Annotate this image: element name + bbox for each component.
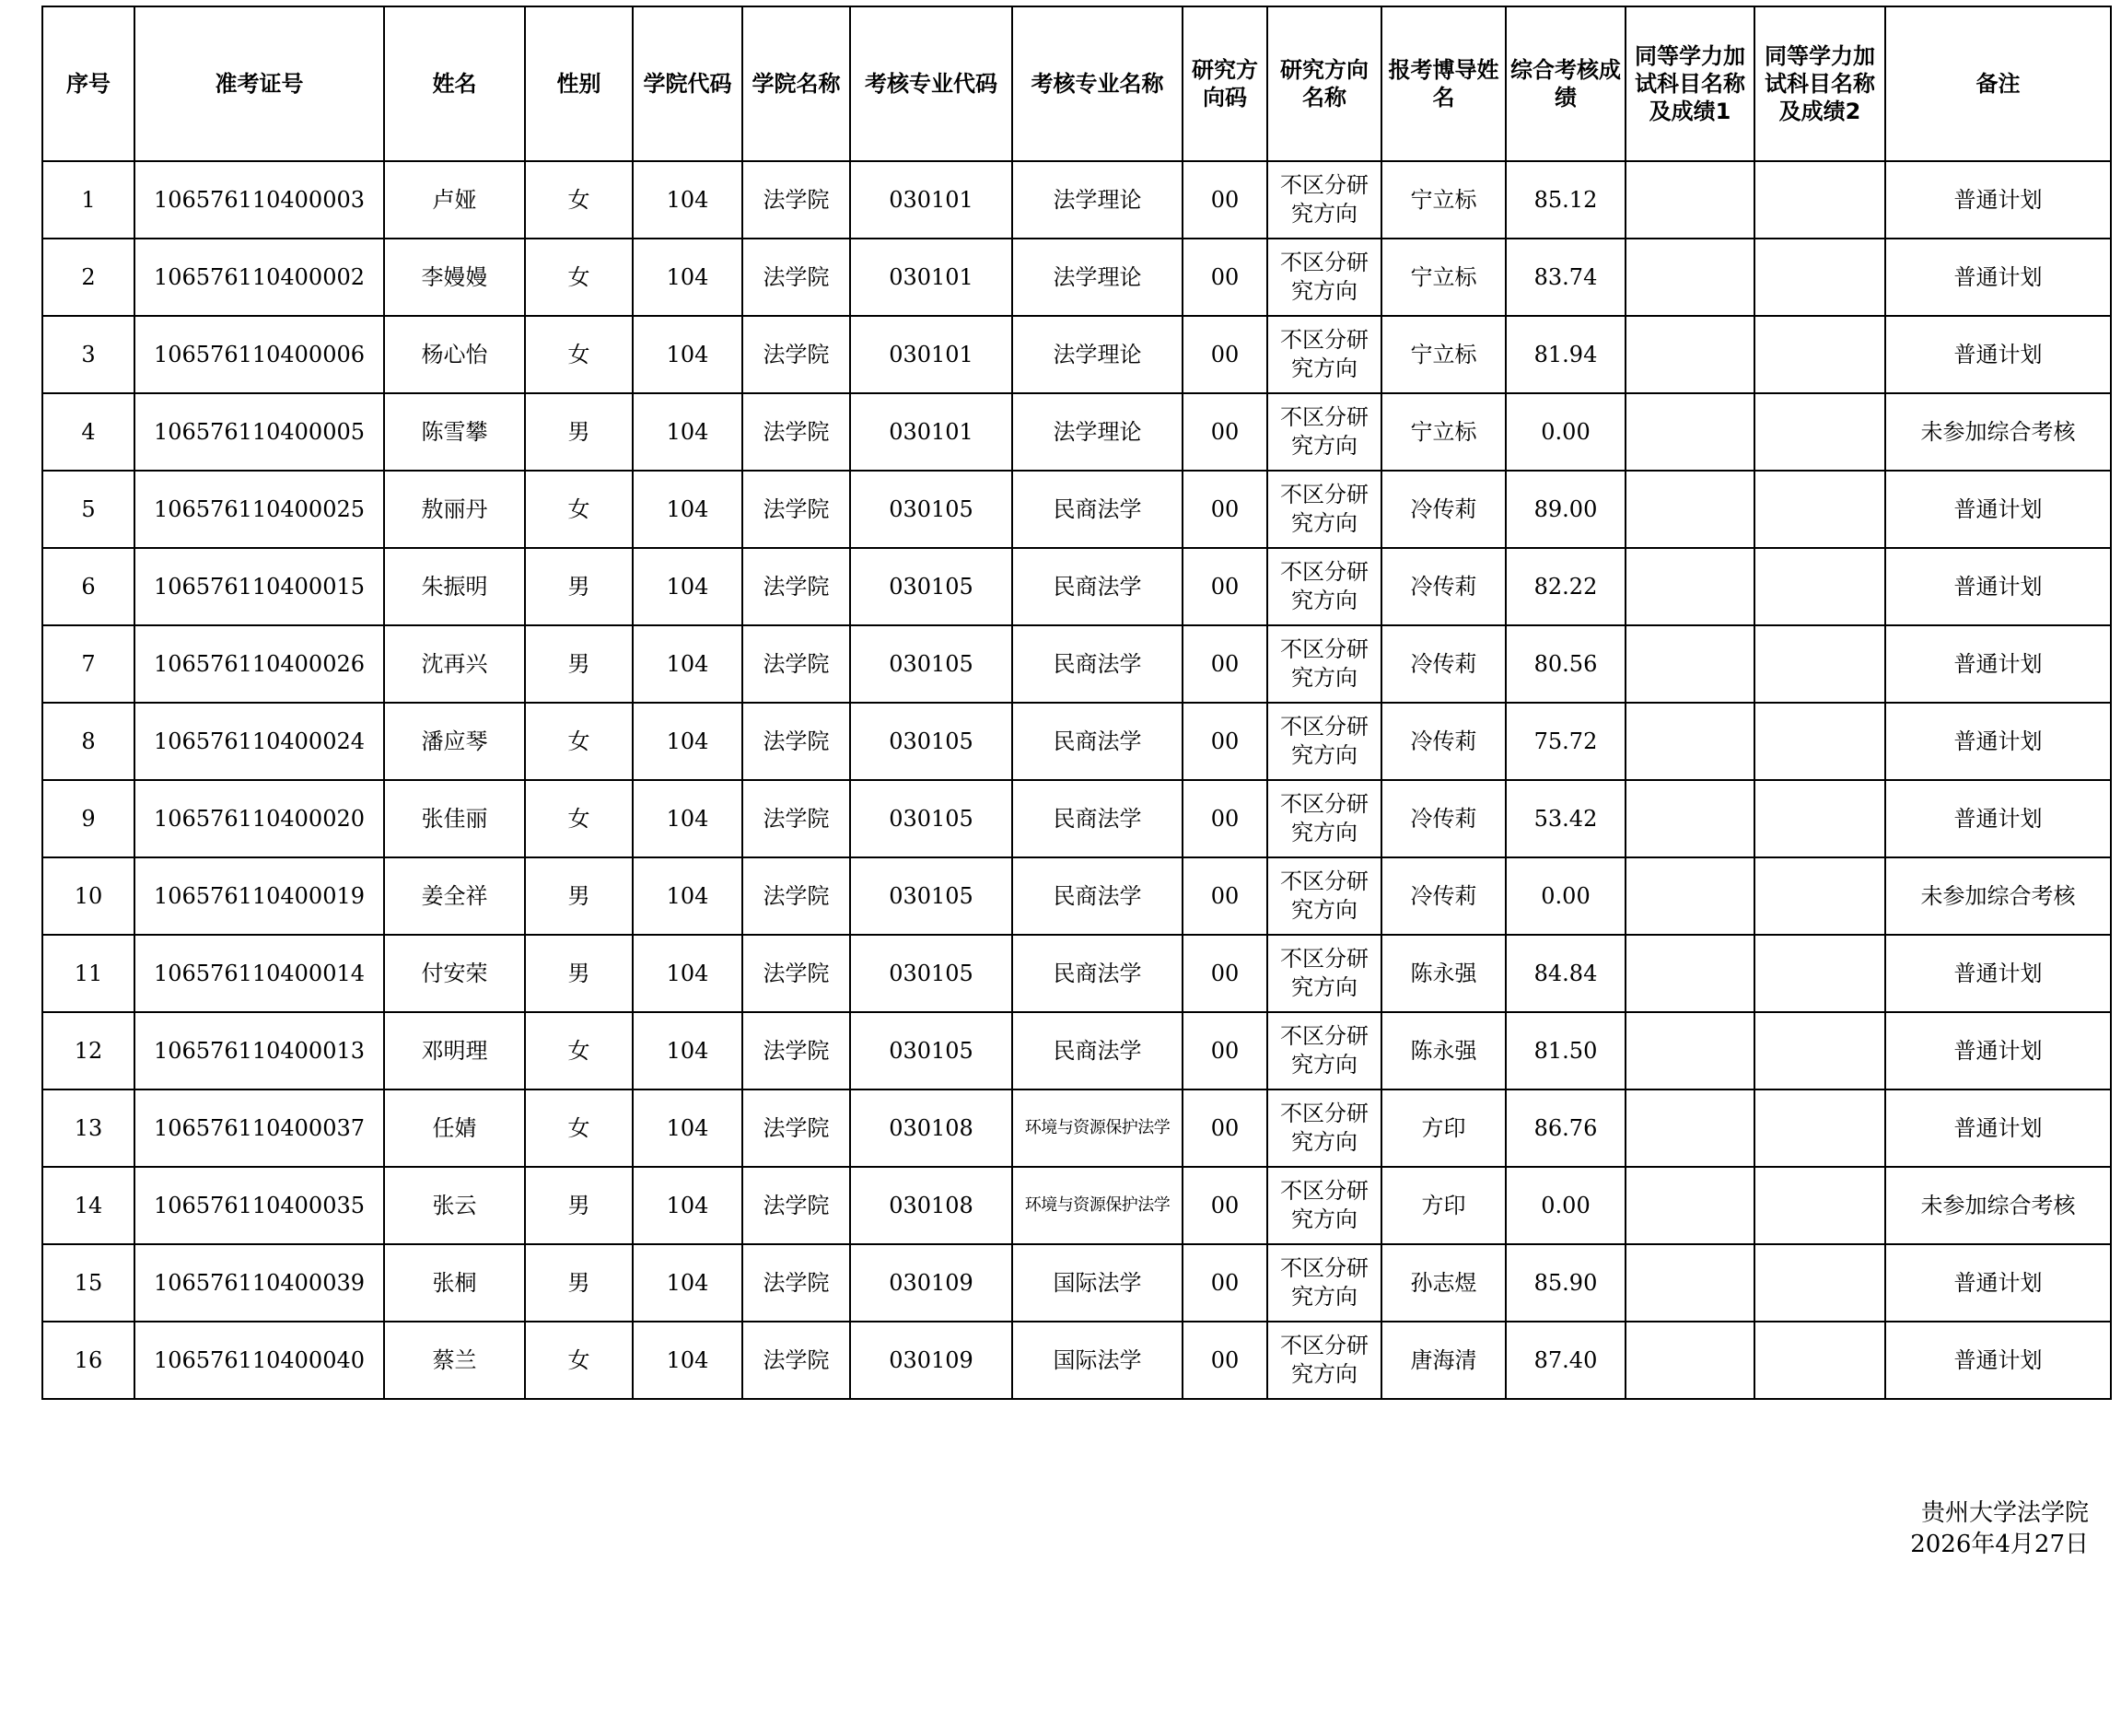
cell-exam-id: 106576110400006	[134, 316, 384, 393]
cell-seq: 2	[42, 239, 134, 316]
cell-college-code: 104	[633, 1012, 742, 1089]
cell-major-name: 民商法学	[1012, 780, 1183, 857]
cell-direction-code: 00	[1183, 316, 1267, 393]
cell-exam-id: 106576110400025	[134, 471, 384, 548]
cell-major-name: 国际法学	[1012, 1322, 1183, 1399]
cell-extra-subject-1	[1626, 1167, 1754, 1244]
cell-college-code: 104	[633, 393, 742, 471]
cell-gender: 女	[525, 161, 633, 239]
cell-major-code: 030105	[850, 1012, 1012, 1089]
cell-extra-subject-2	[1754, 1089, 1885, 1167]
cell-extra-subject-2	[1754, 316, 1885, 393]
cell-exam-id: 106576110400003	[134, 161, 384, 239]
cell-name: 任婧	[384, 1089, 525, 1167]
cell-extra-subject-2	[1754, 780, 1885, 857]
cell-major-name: 法学理论	[1012, 316, 1183, 393]
cell-extra-subject-2	[1754, 1244, 1885, 1322]
cell-gender: 男	[525, 1244, 633, 1322]
cell-name: 姜全祥	[384, 857, 525, 935]
cell-college-name: 法学院	[742, 1012, 850, 1089]
cell-exam-id: 106576110400005	[134, 393, 384, 471]
cell-extra-subject-1	[1626, 703, 1754, 780]
table-row	[42, 471, 2111, 548]
table-row	[42, 1322, 2111, 1399]
cell-college-name: 法学院	[742, 161, 850, 239]
cell-direction-code: 00	[1183, 1322, 1267, 1399]
cell-major-name: 法学理论	[1012, 393, 1183, 471]
cell-supervisor: 方印	[1381, 1089, 1506, 1167]
cell-gender: 男	[525, 393, 633, 471]
cell-college-name: 法学院	[742, 1322, 850, 1399]
cell-major-name: 国际法学	[1012, 1244, 1183, 1322]
cell-seq: 1	[42, 161, 134, 239]
cell-supervisor: 陈永强	[1381, 1012, 1506, 1089]
header-remarks: 备注	[1885, 6, 2111, 161]
cell-direction-code: 00	[1183, 1244, 1267, 1322]
cell-supervisor: 方印	[1381, 1167, 1506, 1244]
footer-institution: 贵州大学法学院	[1920, 1499, 2089, 1527]
cell-direction-name: 不区分研究方向	[1267, 471, 1381, 548]
cell-major-code: 030105	[850, 625, 1012, 703]
table-row	[42, 625, 2111, 703]
cell-gender: 男	[525, 935, 633, 1012]
cell-major-name: 民商法学	[1012, 857, 1183, 935]
cell-extra-subject-1	[1626, 1322, 1754, 1399]
cell-direction-code: 00	[1183, 471, 1267, 548]
cell-exam-id: 106576110400039	[134, 1244, 384, 1322]
cell-gender: 女	[525, 471, 633, 548]
cell-supervisor: 宁立标	[1381, 316, 1506, 393]
cell-major-name: 民商法学	[1012, 1012, 1183, 1089]
cell-remarks: 普通计划	[1885, 316, 2111, 393]
cell-major-code: 030101	[850, 239, 1012, 316]
cell-name: 张桐	[384, 1244, 525, 1322]
header-exam-id: 准考证号	[134, 6, 384, 161]
header-seq: 序号	[42, 6, 134, 161]
table-row	[42, 1244, 2111, 1322]
cell-extra-subject-1	[1626, 625, 1754, 703]
cell-remarks: 普通计划	[1885, 1322, 2111, 1399]
table-body	[42, 161, 2111, 1399]
cell-exam-id: 106576110400013	[134, 1012, 384, 1089]
cell-name: 邓明理	[384, 1012, 525, 1089]
cell-score: 80.56	[1506, 625, 1626, 703]
cell-exam-id: 106576110400020	[134, 780, 384, 857]
cell-direction-code: 00	[1183, 625, 1267, 703]
footer-date: 2026年4月27日	[1910, 1531, 2089, 1558]
header-college-name: 学院名称	[742, 6, 850, 161]
cell-direction-name: 不区分研究方向	[1267, 780, 1381, 857]
cell-seq: 8	[42, 703, 134, 780]
cell-extra-subject-2	[1754, 471, 1885, 548]
cell-name: 张云	[384, 1167, 525, 1244]
cell-exam-id: 106576110400037	[134, 1089, 384, 1167]
cell-college-name: 法学院	[742, 471, 850, 548]
cell-college-code: 104	[633, 780, 742, 857]
header-gender: 性别	[525, 6, 633, 161]
cell-direction-code: 00	[1183, 548, 1267, 625]
cell-college-name: 法学院	[742, 703, 850, 780]
cell-gender: 女	[525, 1012, 633, 1089]
table-row	[42, 239, 2111, 316]
cell-major-name: 民商法学	[1012, 935, 1183, 1012]
cell-remarks: 未参加综合考核	[1885, 1167, 2111, 1244]
header-direction-code: 研究方向码	[1183, 6, 1267, 161]
cell-major-name: 环境与资源保护法学	[1012, 1089, 1183, 1167]
cell-supervisor: 宁立标	[1381, 161, 1506, 239]
cell-remarks: 普通计划	[1885, 780, 2111, 857]
cell-supervisor: 冷传莉	[1381, 780, 1506, 857]
cell-extra-subject-1	[1626, 857, 1754, 935]
cell-supervisor: 宁立标	[1381, 393, 1506, 471]
cell-remarks: 普通计划	[1885, 471, 2111, 548]
cell-remarks: 普通计划	[1885, 1089, 2111, 1167]
table-row	[42, 703, 2111, 780]
cell-exam-id: 106576110400024	[134, 703, 384, 780]
cell-major-name: 法学理论	[1012, 161, 1183, 239]
cell-remarks: 普通计划	[1885, 1012, 2111, 1089]
cell-college-name: 法学院	[742, 780, 850, 857]
cell-supervisor: 孙志煜	[1381, 1244, 1506, 1322]
cell-college-code: 104	[633, 1244, 742, 1322]
header-direction-name: 研究方向名称	[1267, 6, 1381, 161]
cell-major-code: 030101	[850, 161, 1012, 239]
table-row	[42, 161, 2111, 239]
cell-major-code: 030105	[850, 857, 1012, 935]
cell-college-name: 法学院	[742, 625, 850, 703]
cell-major-code: 030101	[850, 393, 1012, 471]
cell-extra-subject-1	[1626, 316, 1754, 393]
cell-college-name: 法学院	[742, 1089, 850, 1167]
cell-supervisor: 冷传莉	[1381, 625, 1506, 703]
cell-exam-id: 106576110400040	[134, 1322, 384, 1399]
cell-name: 朱振明	[384, 548, 525, 625]
cell-major-name: 民商法学	[1012, 471, 1183, 548]
cell-major-name: 环境与资源保护法学	[1012, 1167, 1183, 1244]
cell-remarks: 普通计划	[1885, 1244, 2111, 1322]
cell-supervisor: 冷传莉	[1381, 857, 1506, 935]
cell-exam-id: 106576110400026	[134, 625, 384, 703]
table-header-row	[42, 6, 2111, 161]
cell-score: 81.50	[1506, 1012, 1626, 1089]
table-row	[42, 935, 2111, 1012]
cell-extra-subject-1	[1626, 935, 1754, 1012]
header-extra-subject-1: 同等学力加试科目名称及成绩1	[1626, 6, 1754, 161]
header-college-code: 学院代码	[633, 6, 742, 161]
cell-direction-name: 不区分研究方向	[1267, 625, 1381, 703]
table-row	[42, 1089, 2111, 1167]
cell-score: 0.00	[1506, 393, 1626, 471]
cell-college-code: 104	[633, 316, 742, 393]
cell-exam-id: 106576110400015	[134, 548, 384, 625]
cell-direction-code: 00	[1183, 1012, 1267, 1089]
cell-name: 沈再兴	[384, 625, 525, 703]
cell-major-code: 030109	[850, 1244, 1012, 1322]
header-major-code: 考核专业代码	[850, 6, 1012, 161]
cell-extra-subject-2	[1754, 548, 1885, 625]
table-row	[42, 1012, 2111, 1089]
table-row	[42, 857, 2111, 935]
cell-remarks: 未参加综合考核	[1885, 857, 2111, 935]
cell-extra-subject-2	[1754, 393, 1885, 471]
cell-gender: 女	[525, 780, 633, 857]
cell-direction-name: 不区分研究方向	[1267, 548, 1381, 625]
cell-direction-name: 不区分研究方向	[1267, 1244, 1381, 1322]
cell-major-code: 030105	[850, 471, 1012, 548]
cell-extra-subject-2	[1754, 1322, 1885, 1399]
cell-score: 89.00	[1506, 471, 1626, 548]
cell-college-name: 法学院	[742, 1167, 850, 1244]
cell-direction-name: 不区分研究方向	[1267, 161, 1381, 239]
cell-score: 0.00	[1506, 857, 1626, 935]
score-table	[41, 6, 2112, 1400]
cell-direction-name: 不区分研究方向	[1267, 1012, 1381, 1089]
cell-score: 0.00	[1506, 1167, 1626, 1244]
cell-score: 84.84	[1506, 935, 1626, 1012]
table-row	[42, 393, 2111, 471]
document-footer	[1910, 1497, 2089, 1560]
cell-college-code: 104	[633, 471, 742, 548]
cell-name: 付安荣	[384, 935, 525, 1012]
cell-major-name: 民商法学	[1012, 625, 1183, 703]
cell-direction-code: 00	[1183, 935, 1267, 1012]
cell-college-code: 104	[633, 548, 742, 625]
cell-seq: 4	[42, 393, 134, 471]
cell-remarks: 未参加综合考核	[1885, 393, 2111, 471]
cell-major-code: 030101	[850, 316, 1012, 393]
cell-college-name: 法学院	[742, 239, 850, 316]
cell-extra-subject-2	[1754, 1012, 1885, 1089]
cell-college-code: 104	[633, 935, 742, 1012]
cell-seq: 11	[42, 935, 134, 1012]
cell-remarks: 普通计划	[1885, 239, 2111, 316]
cell-seq: 14	[42, 1167, 134, 1244]
cell-gender: 女	[525, 316, 633, 393]
cell-gender: 男	[525, 857, 633, 935]
cell-college-code: 104	[633, 1089, 742, 1167]
cell-college-name: 法学院	[742, 1244, 850, 1322]
cell-extra-subject-2	[1754, 935, 1885, 1012]
cell-major-name: 民商法学	[1012, 703, 1183, 780]
cell-score: 81.94	[1506, 316, 1626, 393]
cell-name: 蔡兰	[384, 1322, 525, 1399]
cell-seq: 6	[42, 548, 134, 625]
cell-exam-id: 106576110400019	[134, 857, 384, 935]
cell-direction-name: 不区分研究方向	[1267, 316, 1381, 393]
cell-college-code: 104	[633, 703, 742, 780]
header-score: 综合考核成绩	[1506, 6, 1626, 161]
cell-name: 杨心怡	[384, 316, 525, 393]
cell-college-code: 104	[633, 857, 742, 935]
cell-supervisor: 陈永强	[1381, 935, 1506, 1012]
cell-extra-subject-1	[1626, 1089, 1754, 1167]
cell-college-code: 104	[633, 625, 742, 703]
cell-remarks: 普通计划	[1885, 935, 2111, 1012]
cell-seq: 10	[42, 857, 134, 935]
cell-major-code: 030105	[850, 548, 1012, 625]
cell-name: 李嫚嫚	[384, 239, 525, 316]
cell-score: 53.42	[1506, 780, 1626, 857]
cell-college-name: 法学院	[742, 393, 850, 471]
cell-direction-name: 不区分研究方向	[1267, 1167, 1381, 1244]
cell-college-code: 104	[633, 1322, 742, 1399]
cell-direction-name: 不区分研究方向	[1267, 1322, 1381, 1399]
cell-score: 87.40	[1506, 1322, 1626, 1399]
cell-seq: 3	[42, 316, 134, 393]
cell-major-name: 民商法学	[1012, 548, 1183, 625]
cell-direction-code: 00	[1183, 239, 1267, 316]
cell-extra-subject-2	[1754, 239, 1885, 316]
cell-seq: 5	[42, 471, 134, 548]
cell-major-code: 030108	[850, 1167, 1012, 1244]
cell-gender: 女	[525, 239, 633, 316]
cell-exam-id: 106576110400002	[134, 239, 384, 316]
cell-remarks: 普通计划	[1885, 625, 2111, 703]
cell-extra-subject-2	[1754, 625, 1885, 703]
cell-extra-subject-1	[1626, 471, 1754, 548]
cell-supervisor: 冷传莉	[1381, 548, 1506, 625]
cell-extra-subject-1	[1626, 161, 1754, 239]
cell-direction-name: 不区分研究方向	[1267, 1089, 1381, 1167]
cell-major-code: 030108	[850, 1089, 1012, 1167]
table-row	[42, 780, 2111, 857]
cell-extra-subject-2	[1754, 857, 1885, 935]
cell-extra-subject-1	[1626, 239, 1754, 316]
cell-gender: 女	[525, 1322, 633, 1399]
cell-major-code: 030105	[850, 780, 1012, 857]
cell-major-name: 法学理论	[1012, 239, 1183, 316]
cell-gender: 女	[525, 703, 633, 780]
cell-extra-subject-1	[1626, 393, 1754, 471]
cell-seq: 16	[42, 1322, 134, 1399]
cell-college-name: 法学院	[742, 857, 850, 935]
cell-college-name: 法学院	[742, 316, 850, 393]
cell-gender: 男	[525, 548, 633, 625]
cell-score: 86.76	[1506, 1089, 1626, 1167]
cell-exam-id: 106576110400014	[134, 935, 384, 1012]
cell-direction-code: 00	[1183, 1167, 1267, 1244]
cell-gender: 男	[525, 625, 633, 703]
cell-college-name: 法学院	[742, 935, 850, 1012]
cell-gender: 男	[525, 1167, 633, 1244]
cell-score: 85.90	[1506, 1244, 1626, 1322]
cell-direction-code: 00	[1183, 393, 1267, 471]
cell-college-name: 法学院	[742, 548, 850, 625]
cell-seq: 12	[42, 1012, 134, 1089]
cell-gender: 女	[525, 1089, 633, 1167]
cell-name: 陈雪攀	[384, 393, 525, 471]
table-row	[42, 316, 2111, 393]
header-major-name: 考核专业名称	[1012, 6, 1183, 161]
cell-major-code: 030105	[850, 935, 1012, 1012]
cell-direction-code: 00	[1183, 1089, 1267, 1167]
cell-direction-code: 00	[1183, 780, 1267, 857]
cell-seq: 15	[42, 1244, 134, 1322]
cell-direction-name: 不区分研究方向	[1267, 239, 1381, 316]
cell-extra-subject-2	[1754, 703, 1885, 780]
cell-seq: 13	[42, 1089, 134, 1167]
cell-remarks: 普通计划	[1885, 703, 2111, 780]
cell-direction-name: 不区分研究方向	[1267, 703, 1381, 780]
cell-score: 75.72	[1506, 703, 1626, 780]
table-row	[42, 1167, 2111, 1244]
cell-name: 张佳丽	[384, 780, 525, 857]
cell-extra-subject-1	[1626, 1012, 1754, 1089]
cell-extra-subject-1	[1626, 1244, 1754, 1322]
cell-extra-subject-2	[1754, 1167, 1885, 1244]
cell-name: 卢娅	[384, 161, 525, 239]
header-extra-subject-2: 同等学力加试科目名称及成绩2	[1754, 6, 1885, 161]
cell-seq: 7	[42, 625, 134, 703]
cell-name: 潘应琴	[384, 703, 525, 780]
cell-remarks: 普通计划	[1885, 548, 2111, 625]
cell-remarks: 普通计划	[1885, 161, 2111, 239]
cell-direction-code: 00	[1183, 161, 1267, 239]
cell-extra-subject-1	[1626, 780, 1754, 857]
cell-supervisor: 冷传莉	[1381, 471, 1506, 548]
cell-major-code: 030109	[850, 1322, 1012, 1399]
cell-exam-id: 106576110400035	[134, 1167, 384, 1244]
cell-score: 83.74	[1506, 239, 1626, 316]
cell-direction-name: 不区分研究方向	[1267, 935, 1381, 1012]
cell-direction-code: 00	[1183, 703, 1267, 780]
cell-score: 82.22	[1506, 548, 1626, 625]
header-name: 姓名	[384, 6, 525, 161]
cell-college-code: 104	[633, 161, 742, 239]
header-supervisor: 报考博导姓名	[1381, 6, 1506, 161]
cell-college-code: 104	[633, 239, 742, 316]
cell-direction-name: 不区分研究方向	[1267, 857, 1381, 935]
cell-direction-code: 00	[1183, 857, 1267, 935]
cell-direction-name: 不区分研究方向	[1267, 393, 1381, 471]
cell-college-code: 104	[633, 1167, 742, 1244]
table-row	[42, 548, 2111, 625]
cell-extra-subject-1	[1626, 548, 1754, 625]
cell-major-code: 030105	[850, 703, 1012, 780]
cell-supervisor: 冷传莉	[1381, 703, 1506, 780]
cell-name: 敖丽丹	[384, 471, 525, 548]
cell-seq: 9	[42, 780, 134, 857]
cell-supervisor: 宁立标	[1381, 239, 1506, 316]
cell-supervisor: 唐海清	[1381, 1322, 1506, 1399]
cell-score: 85.12	[1506, 161, 1626, 239]
cell-extra-subject-2	[1754, 161, 1885, 239]
